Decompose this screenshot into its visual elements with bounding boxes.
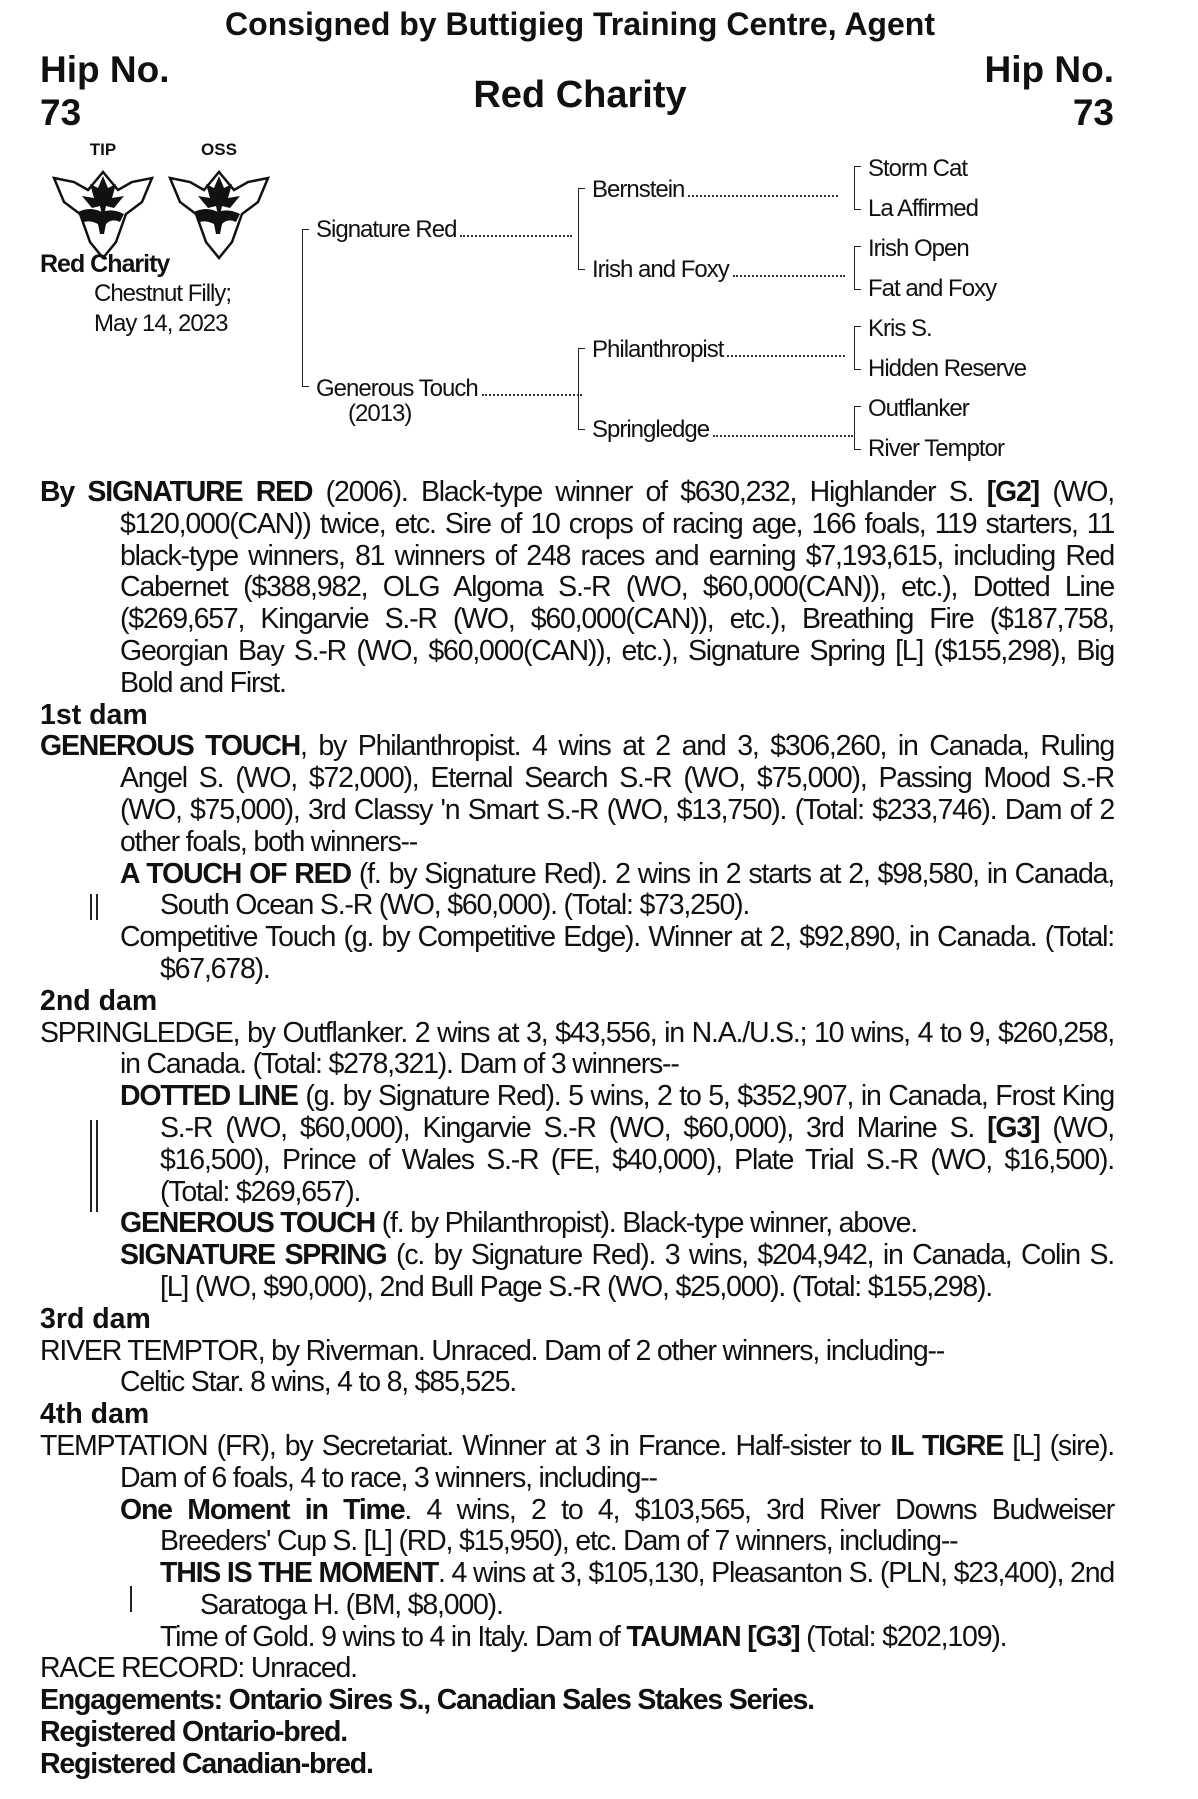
tip-label: TIP [89, 140, 117, 159]
sire-paragraph: By SIGNATURE RED (2006). Black-type winner of $630,232, Highlander S. [G2] (WO, $120,000(CAN)) twice, etc. Sire of 10 crops of racing age, 166 foals, 119 starters, 11 black-type winners, 81 winners of 248 races and earning $7,193,615, including Red Cabernet ($388,982, OLG Algoma S.-R (WO, $60,000(CAN)), etc.), Dotted Line ($269,657, Kingarvie S.-R (WO, $60,000(CAN)), etc.), Breathing Fire ($187,758, Georgian Bay S.-R (WO, $60,000(CAN)), etc.), Signature Spring [L] ($155,298), Big Bold and First. [40, 476, 1114, 699]
foal-entry: Competitive Touch (g. by Competitive Edge). Winner at 2, $92,890, in Canada. (Total: $67,678). [120, 921, 1114, 985]
pedigree-dam: Generous Touch [316, 375, 582, 403]
pedigree-sire-sire: Bernstein [592, 176, 838, 204]
pedigree-dam-sire: Philanthropist [592, 336, 845, 364]
pedigree-gen3: Outflanker [868, 395, 969, 422]
oss-logo [164, 140, 274, 262]
horse-description: Chestnut Filly; [94, 280, 232, 307]
engagements: Engagements: Ontario Sires S., Canadian Sales Stakes Series. [40, 1684, 814, 1717]
hip-label: Hip No. [984, 49, 1114, 90]
stakes-indicator-bar [130, 1586, 132, 1612]
hip-number: 73 [1072, 92, 1114, 133]
pedigree-bracket [854, 326, 855, 370]
maple-leaf-horse-icon [50, 162, 156, 262]
pedigree-bracket [854, 246, 855, 290]
oss-label: OSS [201, 140, 237, 159]
catalogue-body [40, 477, 1114, 1781]
pedigree-gen3: Irish Open [868, 235, 969, 262]
foaling-date: May 14, 2023 [94, 310, 228, 337]
pedigree-sire-dam: Irish and Foxy [592, 256, 845, 284]
first-dam-paragraph: GENEROUS TOUCH, by Philanthropist. 4 wins at 2 and 3, $306,260, in Canada, Ruling Angel S. (WO, $72,000), Eternal Search S.-R (WO, $75,000), Passing Mood S.-R (WO, $75,000), 3rd Classy 'n Smart S.-R (WO, $13,750). (Total: $233,746). Dam of 2 other foals, both winners-- [40, 730, 1114, 858]
registration-ontario: Registered Ontario-bred. [40, 1716, 347, 1749]
fourth-dam-heading: 4th dam [40, 1398, 150, 1431]
pedigree-gen3: Kris S. [868, 315, 932, 342]
race-record: RACE RECORD: Unraced. [40, 1652, 357, 1685]
pedigree-gen3: River Temptor [868, 435, 1004, 462]
maple-leaf-horse-icon [166, 162, 272, 262]
third-dam-paragraph: RIVER TEMPTOR, by Riverman. Unraced. Dam of 2 other winners, including-- [40, 1334, 945, 1367]
stakes-indicator-bar [96, 894, 98, 920]
horse-name: Red Charity [40, 250, 170, 278]
consignor-line: Consigned by Buttigieg Training Centre, Agent [225, 6, 935, 42]
pedigree-sire: Signature Red [316, 216, 572, 244]
third-dam-heading: 3rd dam [40, 1302, 151, 1335]
grandfoal-entry: Time of Gold. 9 wins to 4 in Italy. Dam of TAUMAN [G3] (Total: $202,109). [160, 1620, 1007, 1653]
hip-label: Hip No. [40, 49, 170, 90]
pedigree-bracket [854, 406, 855, 450]
foal-entry: SIGNATURE SPRING (c. by Signature Red). 3 wins, $204,942, in Canada, Colin S. [L] (WO, $90,000), 2nd Bull Page S.-R (WO, $25,000). (Total: $155,298). [120, 1239, 1115, 1303]
pedigree-gen3: Storm Cat [868, 155, 968, 182]
stakes-indicator-bar [96, 1120, 98, 1212]
pedigree-gen3: Fat and Foxy [868, 275, 997, 302]
pedigree-dam-dam: Springledge [592, 416, 853, 444]
foal-entry: A TOUCH OF RED (f. by Signature Red). 2 wins in 2 starts at 2, $98,580, in Canada, South Ocean S.-R (WO, $60,000). (Total: $73,250). [120, 857, 1115, 922]
page-title: Red Charity [473, 74, 687, 116]
pedigree-gen3: La Affirmed [868, 195, 978, 222]
second-dam-heading: 2nd dam [40, 984, 158, 1017]
stakes-indicator-bar [90, 1120, 92, 1212]
pedigree-bracket [302, 229, 303, 387]
foal-entry: Celtic Star. 8 wins, 4 to 8, $85,525. [120, 1366, 517, 1399]
foal-entry: DOTTED LINE (g. by Signature Red). 5 wins, 2 to 5, $352,907, in Canada, Frost King S.-R (WO, $60,000), Kingarvie S.-R (WO, $60,000), 3rd Marine S. [G3] (WO, $16,500), Prince of Wales S.-R (FE, $40,000), Plate Trial S.-R (WO, $16,500). (Total: $269,657). [120, 1080, 1115, 1208]
hip-number: 73 [40, 92, 82, 133]
pedigree-bracket [578, 188, 579, 270]
pedigree-bracket [854, 166, 855, 210]
stakes-indicator-bar [90, 894, 92, 920]
pedigree-dam-year: (2013) [348, 400, 412, 427]
first-dam-heading: 1st dam [40, 698, 148, 731]
foal-entry: GENEROUS TOUCH (f. by Philanthropist). Black-type winner, above. [120, 1207, 917, 1240]
foal-entry: One Moment in Time. 4 wins, 2 to 4, $103,565, 3rd River Downs Budweiser Breeders' Cup S. [L] (RD, $15,950), etc. Dam of 7 winners, including-- [120, 1493, 1115, 1558]
second-dam-paragraph: SPRINGLEDGE, by Outflanker. 2 wins at 3, $43,556, in N.A./U.S.; 10 wins, 4 to 9, $260,258, in Canada. (Total: $278,321). Dam of 3 winners-- [40, 1016, 1114, 1081]
pedigree-gen3: Hidden Reserve [868, 355, 1027, 382]
fourth-dam-paragraph: TEMPTATION (FR), by Secretariat. Winner at 3 in France. Half-sister to IL TIGRE [L] (sire). Dam of 6 foals, 4 to race, 3 winners, including-- [40, 1429, 1115, 1494]
pedigree-bracket [578, 348, 579, 430]
registration-canadian: Registered Canadian-bred. [40, 1747, 373, 1780]
tip-logo [48, 140, 158, 262]
grandfoal-entry: THIS IS THE MOMENT. 4 wins at 3, $105,130, Pleasanton S. (PLN, $23,400), 2nd Saratoga H. (BM, $8,000). [160, 1557, 1114, 1621]
